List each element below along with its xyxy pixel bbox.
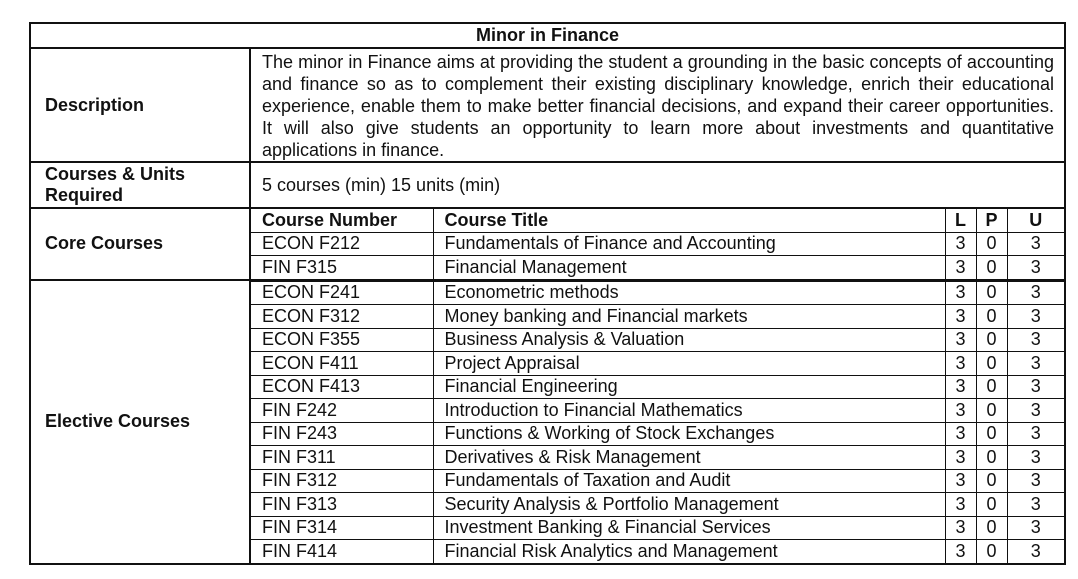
course-title: Investment Banking & Financial Services [433, 516, 945, 540]
lecture-units: 3 [945, 281, 976, 305]
course-row [251, 305, 1064, 329]
practical-units: 0 [976, 352, 1007, 376]
course-number: ECON F241 [251, 281, 433, 305]
total-units: 3 [1007, 493, 1064, 517]
total-units: 3 [1007, 446, 1064, 470]
elective-courses-cell [250, 280, 1065, 564]
requirements-label: Courses & Units Required [30, 162, 250, 208]
course-number: FIN F242 [251, 399, 433, 423]
practical-units: 0 [976, 328, 1007, 352]
header-course-title: Course Title [433, 209, 945, 232]
header-row [251, 209, 1064, 232]
description-label: Description [30, 48, 250, 162]
lecture-units: 3 [945, 399, 976, 423]
course-title: Econometric methods [433, 281, 945, 305]
course-number: FIN F314 [251, 516, 433, 540]
practical-units: 0 [976, 469, 1007, 493]
elective-courses-table [251, 281, 1064, 563]
course-row [251, 422, 1064, 446]
total-units: 3 [1007, 399, 1064, 423]
lecture-units: 3 [945, 328, 976, 352]
course-title: Fundamentals of Finance and Accounting [433, 232, 945, 256]
lecture-units: 3 [945, 422, 976, 446]
lecture-units: 3 [945, 305, 976, 329]
course-number: ECON F411 [251, 352, 433, 376]
header-u: U [1007, 209, 1064, 232]
course-row [251, 516, 1064, 540]
course-row [251, 540, 1064, 563]
course-title: Financial Risk Analytics and Management [433, 540, 945, 563]
course-row [251, 352, 1064, 376]
lecture-units: 3 [945, 540, 976, 563]
course-row [251, 493, 1064, 517]
elective-courses-label: Elective Courses [30, 280, 250, 564]
lecture-units: 3 [945, 493, 976, 517]
practical-units: 0 [976, 493, 1007, 517]
lecture-units: 3 [945, 516, 976, 540]
header-p: P [976, 209, 1007, 232]
total-units: 3 [1007, 540, 1064, 563]
lecture-units: 3 [945, 446, 976, 470]
lecture-units: 3 [945, 375, 976, 399]
practical-units: 0 [976, 399, 1007, 423]
core-courses-cell [250, 208, 1065, 280]
course-title: Project Appraisal [433, 352, 945, 376]
practical-units: 0 [976, 232, 1007, 256]
course-title: Introduction to Financial Mathematics [433, 399, 945, 423]
course-title: Financial Engineering [433, 375, 945, 399]
course-row [251, 328, 1064, 352]
course-number: ECON F212 [251, 232, 433, 256]
course-title: Financial Management [433, 256, 945, 279]
course-number: FIN F315 [251, 256, 433, 279]
course-title: Functions & Working of Stock Exchanges [433, 422, 945, 446]
course-number: FIN F311 [251, 446, 433, 470]
core-courses-table [251, 209, 1064, 279]
total-units: 3 [1007, 256, 1064, 279]
course-number: FIN F414 [251, 540, 433, 563]
course-row [251, 281, 1064, 305]
course-number: FIN F243 [251, 422, 433, 446]
practical-units: 0 [976, 422, 1007, 446]
header-l: L [945, 209, 976, 232]
practical-units: 0 [976, 446, 1007, 470]
course-number: FIN F312 [251, 469, 433, 493]
course-row [251, 399, 1064, 423]
course-row [251, 375, 1064, 399]
practical-units: 0 [976, 256, 1007, 279]
lecture-units: 3 [945, 256, 976, 279]
total-units: 3 [1007, 281, 1064, 305]
course-row [251, 446, 1064, 470]
course-number: ECON F312 [251, 305, 433, 329]
total-units: 3 [1007, 375, 1064, 399]
practical-units: 0 [976, 516, 1007, 540]
total-units: 3 [1007, 305, 1064, 329]
total-units: 3 [1007, 422, 1064, 446]
course-title: Derivatives & Risk Management [433, 446, 945, 470]
course-title: Money banking and Financial markets [433, 305, 945, 329]
lecture-units: 3 [945, 232, 976, 256]
course-title: Security Analysis & Portfolio Management [433, 493, 945, 517]
requirements-value: 5 courses (min) 15 units (min) [250, 162, 1065, 208]
total-units: 3 [1007, 232, 1064, 256]
table-title: Minor in Finance [30, 23, 1065, 48]
practical-units: 0 [976, 305, 1007, 329]
course-number: FIN F313 [251, 493, 433, 517]
course-row [251, 232, 1064, 256]
practical-units: 0 [976, 375, 1007, 399]
total-units: 3 [1007, 516, 1064, 540]
practical-units: 0 [976, 540, 1007, 563]
core-courses-label: Core Courses [30, 208, 250, 280]
practical-units: 0 [976, 281, 1007, 305]
course-number: ECON F413 [251, 375, 433, 399]
lecture-units: 3 [945, 352, 976, 376]
total-units: 3 [1007, 328, 1064, 352]
minor-table [29, 22, 1066, 565]
total-units: 3 [1007, 352, 1064, 376]
course-title: Fundamentals of Taxation and Audit [433, 469, 945, 493]
course-row [251, 256, 1064, 279]
course-title: Business Analysis & Valuation [433, 328, 945, 352]
course-row [251, 469, 1064, 493]
course-number: ECON F355 [251, 328, 433, 352]
total-units: 3 [1007, 469, 1064, 493]
description-text: The minor in Finance aims at providing the student a grounding in the basic concepts of accounting and finance so as to complement their existing disciplinary knowledge, enrich their educational experience, enable them to make better financial decisions, and expand their career opportunities. It will also give students an opportunity to learn more about investments and quantitative applications in finance. [250, 48, 1065, 162]
lecture-units: 3 [945, 469, 976, 493]
header-course-number: Course Number [251, 209, 433, 232]
